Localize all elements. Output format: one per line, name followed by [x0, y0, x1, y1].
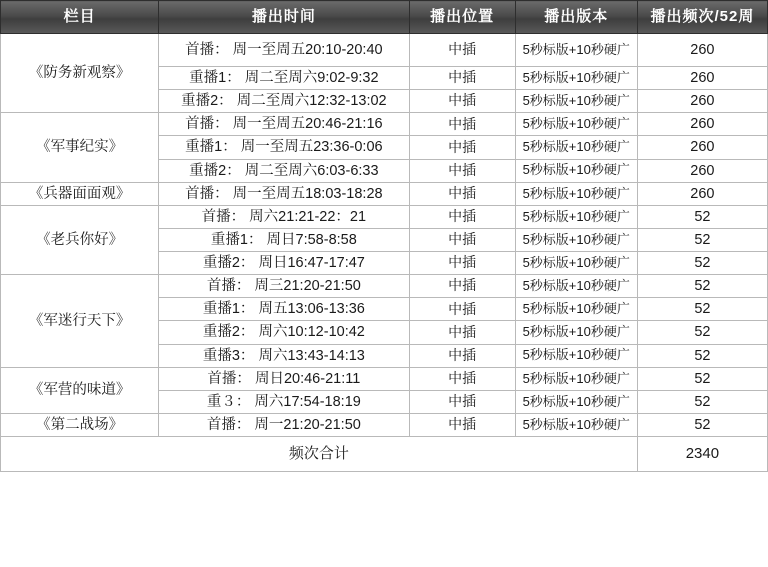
table-row [1, 275, 768, 298]
frequency-cell: 260 [637, 159, 767, 182]
position-cell: 中插 [409, 34, 515, 67]
version-cell: 5秒标版+10秒硬广 [515, 205, 637, 228]
column-header-frequency: 播出频次/52周 [637, 1, 767, 34]
position-cell: 中插 [409, 113, 515, 136]
airtime-cell: 首播： 周日20:46-21:11 [159, 367, 409, 390]
program-name-cell: 《老兵你好》 [1, 205, 159, 274]
table-row [1, 182, 768, 205]
airtime-cell: 重播3： 周六13:43-14:13 [159, 344, 409, 367]
airtime-cell: 首播： 周一至周五18:03-18:28 [159, 182, 409, 205]
position-cell: 中插 [409, 321, 515, 344]
version-cell: 5秒标版+10秒硬广 [515, 390, 637, 413]
table-body [1, 34, 768, 437]
airtime-cell: 重播2： 周六10:12-10:42 [159, 321, 409, 344]
version-cell: 5秒标版+10秒硬广 [515, 136, 637, 159]
program-name-cell: 《军迷行天下》 [1, 275, 159, 368]
position-cell: 中插 [409, 182, 515, 205]
table-row [1, 205, 768, 228]
airtime-cell: 重播1： 周五13:06-13:36 [159, 298, 409, 321]
frequency-cell: 52 [637, 228, 767, 251]
frequency-cell: 52 [637, 344, 767, 367]
table-row [1, 34, 768, 67]
version-cell: 5秒标版+10秒硬广 [515, 321, 637, 344]
airtime-cell: 重播2： 周二至周六6:03-6:33 [159, 159, 409, 182]
frequency-cell: 260 [637, 136, 767, 159]
airtime-cell: 重播1： 周一至周五23:36-0:06 [159, 136, 409, 159]
column-header-program: 栏目 [1, 1, 159, 34]
frequency-cell: 260 [637, 90, 767, 113]
position-cell: 中插 [409, 367, 515, 390]
position-cell: 中插 [409, 298, 515, 321]
frequency-cell: 52 [637, 298, 767, 321]
program-name-cell: 《军营的味道》 [1, 367, 159, 413]
total-row [1, 437, 768, 472]
airtime-cell: 首播： 周三21:20-21:50 [159, 275, 409, 298]
position-cell: 中插 [409, 344, 515, 367]
position-cell: 中插 [409, 159, 515, 182]
version-cell: 5秒标版+10秒硬广 [515, 90, 637, 113]
position-cell: 中插 [409, 90, 515, 113]
frequency-cell: 52 [637, 413, 767, 436]
position-cell: 中插 [409, 205, 515, 228]
version-cell: 5秒标版+10秒硬广 [515, 182, 637, 205]
table-row [1, 113, 768, 136]
total-label: 频次合计 [1, 437, 638, 472]
frequency-cell: 52 [637, 321, 767, 344]
frequency-cell: 52 [637, 252, 767, 275]
program-name-cell: 《军事纪实》 [1, 113, 159, 182]
version-cell: 5秒标版+10秒硬广 [515, 344, 637, 367]
frequency-cell: 52 [637, 275, 767, 298]
frequency-cell: 260 [637, 34, 767, 67]
airtime-cell: 重播2： 周日16:47-17:47 [159, 252, 409, 275]
position-cell: 中插 [409, 228, 515, 251]
version-cell: 5秒标版+10秒硬广 [515, 228, 637, 251]
version-cell: 5秒标版+10秒硬广 [515, 275, 637, 298]
program-name-cell: 《兵器面面观》 [1, 182, 159, 205]
position-cell: 中插 [409, 275, 515, 298]
position-cell: 中插 [409, 67, 515, 90]
version-cell: 5秒标版+10秒硬广 [515, 298, 637, 321]
airtime-cell: 首播： 周一21:20-21:50 [159, 413, 409, 436]
airtime-cell: 首播： 周六21:21-22：21 [159, 205, 409, 228]
program-name-cell: 《第二战场》 [1, 413, 159, 436]
table-row [1, 413, 768, 436]
position-cell: 中插 [409, 390, 515, 413]
position-cell: 中插 [409, 136, 515, 159]
total-value: 2340 [637, 437, 767, 472]
airtime-cell: 重３： 周六17:54-18:19 [159, 390, 409, 413]
version-cell: 5秒标版+10秒硬广 [515, 413, 637, 436]
version-cell: 5秒标版+10秒硬广 [515, 367, 637, 390]
airtime-cell: 首播： 周一至周五20:46-21:16 [159, 113, 409, 136]
version-cell: 5秒标版+10秒硬广 [515, 34, 637, 67]
version-cell: 5秒标版+10秒硬广 [515, 67, 637, 90]
column-header-version: 播出版本 [515, 1, 637, 34]
frequency-cell: 52 [637, 205, 767, 228]
column-header-position: 播出位置 [409, 1, 515, 34]
frequency-cell: 260 [637, 113, 767, 136]
column-header-airtime: 播出时间 [159, 1, 409, 34]
position-cell: 中插 [409, 413, 515, 436]
version-cell: 5秒标版+10秒硬广 [515, 252, 637, 275]
position-cell: 中插 [409, 252, 515, 275]
airtime-cell: 首播： 周一至周五20:10-20:40 [159, 34, 409, 67]
airtime-cell: 重播1： 周二至周六9:02-9:32 [159, 67, 409, 90]
frequency-cell: 52 [637, 367, 767, 390]
frequency-cell: 260 [637, 182, 767, 205]
version-cell: 5秒标版+10秒硬广 [515, 159, 637, 182]
table-header-row [1, 1, 768, 34]
frequency-cell: 260 [637, 67, 767, 90]
table-row [1, 367, 768, 390]
airtime-cell: 重播1： 周日7:58-8:58 [159, 228, 409, 251]
version-cell: 5秒标版+10秒硬广 [515, 113, 637, 136]
program-name-cell: 《防务新观察》 [1, 34, 159, 113]
frequency-cell: 52 [637, 390, 767, 413]
airtime-cell: 重播2： 周二至周六12:32-13:02 [159, 90, 409, 113]
